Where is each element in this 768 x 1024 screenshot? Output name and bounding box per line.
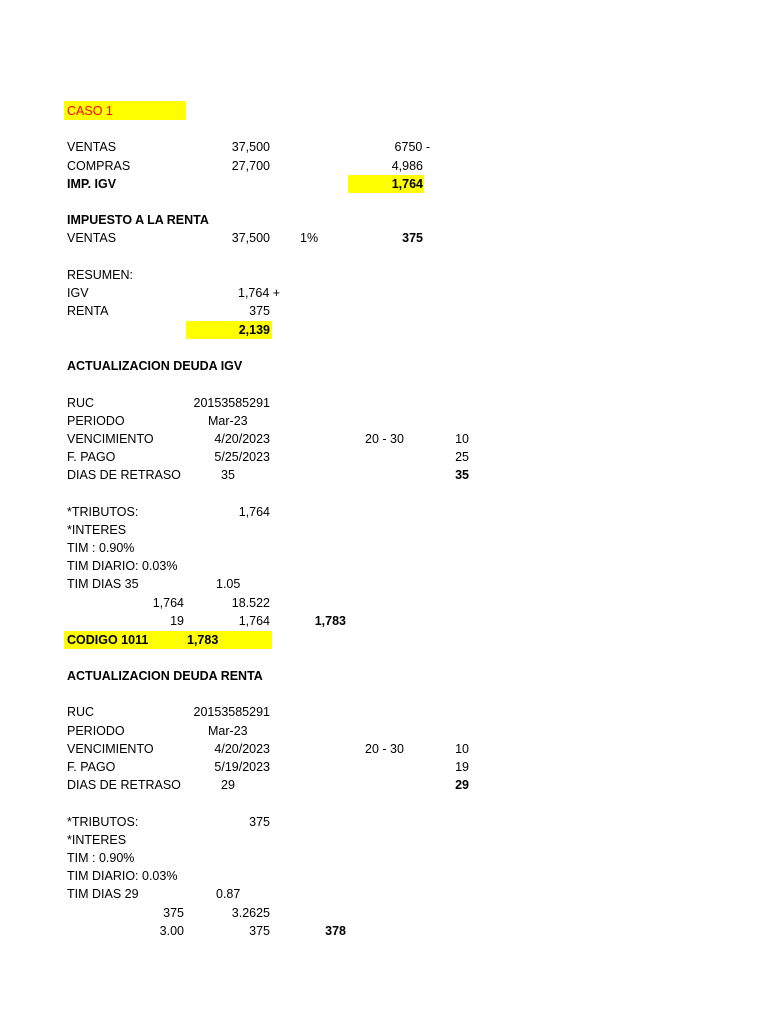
igv-venc-value: 4/20/2023 — [214, 432, 270, 446]
igv-tributos-label: *TRIBUTOS: — [67, 505, 139, 519]
renta-rate: 1% — [300, 231, 319, 245]
igv-tim-dias-label: TIM DIAS 35 — [67, 577, 139, 591]
igv-periodo-label: PERIODO — [67, 414, 125, 428]
renta-venc-value: 4/20/2023 — [214, 742, 270, 756]
igv-periodo-value: Mar-23 — [208, 414, 248, 428]
igv-tributos-value: 1,764 — [238, 505, 270, 519]
renta-tim-dias-value: 0.87 — [216, 887, 241, 901]
imp-igv-value: 1,764 — [391, 177, 423, 191]
renta-tim: TIM : 0.90% — [67, 851, 135, 865]
renta-retraso-total: 29 — [455, 778, 469, 792]
renta-periodo-label: PERIODO — [67, 724, 125, 738]
igv-venc-range: 20 - 30 — [365, 432, 404, 446]
deuda-igv-title: ACTUALIZACION DEUDA IGV — [67, 359, 243, 373]
renta-retraso-label: DIAS DE RETRASO — [67, 778, 181, 792]
compras-igv: 4,986 — [391, 159, 423, 173]
igv-ruc-label: RUC — [67, 396, 95, 410]
renta-tributos-label: *TRIBUTOS: — [67, 815, 139, 829]
renta-retraso-value: 29 — [221, 778, 235, 792]
renta-pago-label: F. PAGO — [67, 760, 116, 774]
resumen-renta-label: RENTA — [67, 304, 109, 318]
renta-title: IMPUESTO A LA RENTA — [67, 213, 209, 227]
deuda-renta-title: ACTUALIZACION DEUDA RENTA — [67, 669, 263, 683]
ventas-igv: 6750 - — [394, 140, 430, 154]
renta-calc-int-round: 3.00 — [159, 924, 184, 938]
renta-periodo-value: Mar-23 — [208, 724, 248, 738]
igv-calc-base: 1,764 — [152, 596, 184, 610]
renta-pago-value: 5/19/2023 — [214, 760, 270, 774]
resumen-title: RESUMEN: — [67, 268, 133, 282]
renta-ventas-label: VENTAS — [67, 231, 117, 245]
resumen-igv-label: IGV — [67, 286, 89, 300]
renta-tributos-value: 375 — [249, 815, 270, 829]
caso-title: CASO 1 — [67, 104, 113, 118]
igv-pago-days: 25 — [455, 450, 469, 464]
igv-retraso-total: 35 — [455, 468, 469, 482]
renta-calc-base: 375 — [163, 906, 184, 920]
igv-calc-base2: 1,764 — [238, 614, 270, 628]
renta-tim-dias-label: TIM DIAS 29 — [67, 887, 139, 901]
renta-venc-days: 10 — [455, 742, 469, 756]
compras-base: 27,700 — [231, 159, 270, 173]
igv-venc-label: VENCIMIENTO — [67, 432, 154, 446]
renta-tim-diario: TIM DIARIO: 0.03% — [67, 869, 178, 883]
imp-igv-label: IMP. IGV — [67, 177, 117, 191]
renta-interes-label: *INTERES — [67, 833, 127, 847]
igv-calc-total: 1,783 — [314, 614, 346, 628]
igv-tim: TIM : 0.90% — [67, 541, 135, 555]
ventas-label: VENTAS — [67, 140, 117, 154]
igv-ruc-value: 20153585291 — [193, 396, 270, 410]
igv-pago-value: 5/25/2023 — [214, 450, 270, 464]
renta-calc-total: 378 — [325, 924, 346, 938]
resumen-igv-value: 1,764 + — [238, 286, 281, 300]
renta-calc-interes: 3.2625 — [231, 906, 270, 920]
igv-calc-interes: 18.522 — [231, 596, 270, 610]
renta-venc-label: VENCIMIENTO — [67, 742, 154, 756]
igv-interes-label: *INTERES — [67, 523, 127, 537]
resumen-renta-value: 375 — [249, 304, 270, 318]
renta-calc-base2: 375 — [249, 924, 270, 938]
igv-retraso-value: 35 — [221, 468, 235, 482]
igv-tim-diario: TIM DIARIO: 0.03% — [67, 559, 178, 573]
renta-venc-range: 20 - 30 — [365, 742, 404, 756]
renta-ventas-base: 37,500 — [231, 231, 270, 245]
codigo-1011-label: CODIGO 1011 — [67, 633, 149, 647]
igv-calc-int-round: 19 — [170, 614, 184, 628]
codigo-1011-value: 1,783 — [187, 633, 219, 647]
igv-retraso-label: DIAS DE RETRASO — [67, 468, 181, 482]
igv-tim-dias-value: 1.05 — [216, 577, 241, 591]
igv-venc-days: 10 — [455, 432, 469, 446]
renta-ruc-label: RUC — [67, 705, 95, 719]
renta-ruc-value: 20153585291 — [193, 705, 270, 719]
renta-pago-days: 19 — [455, 760, 469, 774]
renta-value: 375 — [402, 231, 423, 245]
ventas-base: 37,500 — [231, 140, 270, 154]
resumen-total: 2,139 — [238, 323, 270, 337]
igv-pago-label: F. PAGO — [67, 450, 116, 464]
compras-label: COMPRAS — [67, 159, 131, 173]
